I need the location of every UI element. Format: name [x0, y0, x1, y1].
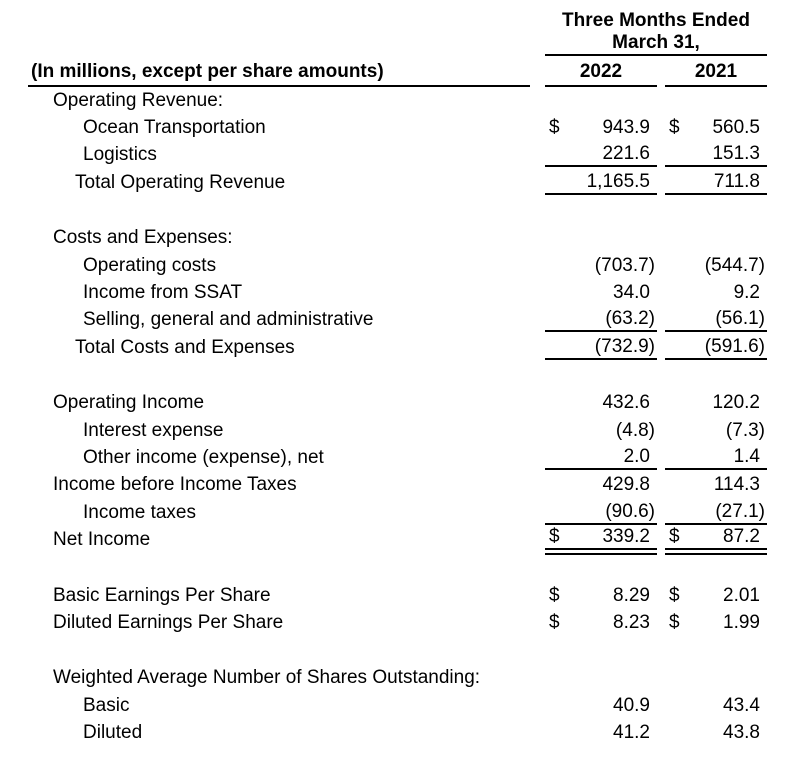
dollar-sign: $: [669, 117, 680, 139]
value-2021: [665, 282, 767, 304]
row-label: Net Income: [53, 529, 151, 551]
value-2022: [545, 474, 657, 496]
row-label: Selling, general and administrative: [83, 309, 374, 331]
dollar-sign: $: [669, 525, 680, 547]
amount: 711.8: [713, 170, 760, 192]
value-2021: [665, 695, 767, 717]
row-weighted-average-header: [28, 665, 810, 692]
amount: 2.0: [623, 445, 650, 467]
row-label: Interest expense: [83, 419, 224, 441]
row-net-income: [28, 526, 810, 553]
amount: 1,165.5: [586, 170, 650, 192]
amount: (732.9): [594, 335, 655, 357]
amount: 943.9: [602, 117, 650, 139]
row-label: Operating costs: [83, 254, 217, 276]
value-2022: [545, 585, 657, 607]
amount: (4.8): [615, 419, 655, 441]
column-header-2022: 2022: [545, 61, 657, 87]
value-2021: [665, 612, 767, 634]
row-label: Basic Earnings Per Share: [53, 584, 271, 606]
amount: 2.01: [723, 584, 760, 606]
amount: 34.0: [613, 282, 650, 304]
value-2021: [665, 585, 767, 607]
amount: (63.2): [605, 308, 655, 330]
row-logistics: [28, 142, 810, 169]
row-label: Total Costs and Expenses: [75, 336, 295, 358]
row-operating-revenue-header: [28, 87, 810, 114]
amount: 40.9: [613, 694, 650, 716]
value-2021: [665, 526, 767, 555]
value-2022: [545, 282, 657, 304]
dollar-sign: $: [549, 117, 560, 139]
row-diluted-shares: [28, 719, 810, 746]
period-header-line2: March 31,: [545, 32, 767, 56]
row-label: Total Operating Revenue: [75, 171, 286, 193]
value-2021: [665, 117, 767, 139]
value-2022: [545, 117, 657, 139]
value-2022: [545, 255, 657, 277]
row-basic-shares: [28, 692, 810, 719]
amount: 151.3: [712, 143, 760, 165]
row-label: Income taxes: [83, 501, 196, 523]
row-operating-costs: [28, 252, 810, 279]
amount: 120.2: [712, 392, 760, 414]
dollar-sign: $: [669, 611, 680, 633]
value-2021: [665, 171, 767, 195]
amount: 1.4: [733, 445, 760, 467]
amount: 8.29: [613, 584, 650, 606]
dollar-sign: $: [549, 584, 560, 606]
row-basic-eps: [28, 582, 810, 609]
column-header-row: [28, 56, 810, 87]
dollar-sign: $: [549, 525, 560, 547]
row-total-costs-and-expenses: [28, 334, 810, 361]
amount: (56.1): [715, 308, 765, 330]
value-2021: [665, 474, 767, 496]
amount: 114.3: [713, 474, 760, 496]
value-2022: [545, 171, 657, 195]
amount: 43.4: [723, 694, 760, 716]
amount: 1.99: [723, 611, 760, 633]
section-spacer: [28, 362, 810, 390]
column-header-2021: 2021: [665, 61, 767, 87]
amount: 339.2: [602, 525, 650, 547]
value-2021: [665, 446, 767, 470]
row-costs-and-expenses-header: [28, 225, 810, 252]
value-2022: [545, 336, 657, 360]
section-spacer: [28, 197, 810, 225]
value-2021: [665, 392, 767, 414]
amount: 560.5: [712, 117, 760, 139]
value-2021: [665, 501, 767, 525]
period-header-row-1: [28, 8, 810, 32]
value-2022: [545, 420, 657, 442]
row-operating-income: [28, 390, 810, 417]
amount: 41.2: [613, 722, 650, 744]
value-2021: [665, 143, 767, 167]
amount: (27.1): [715, 500, 765, 522]
amount: (7.3): [725, 419, 765, 441]
column-gap: [657, 61, 665, 87]
row-label: Costs and Expenses:: [53, 227, 233, 249]
amount: (90.6): [605, 500, 655, 522]
row-label: Operating Revenue:: [53, 89, 224, 111]
row-label: Other income (expense), net: [83, 446, 324, 468]
row-selling-general-admin: [28, 307, 810, 334]
amount: 8.23: [613, 611, 650, 633]
value-2021: [665, 722, 767, 744]
row-income-from-ssat: [28, 279, 810, 306]
amount: (544.7): [704, 254, 765, 276]
amount: (703.7): [594, 254, 655, 276]
dollar-sign: $: [549, 611, 560, 633]
value-2022: [545, 446, 657, 470]
value-2021: [665, 308, 767, 332]
amount: 221.6: [602, 143, 650, 165]
value-2021: [665, 336, 767, 360]
value-2022: [545, 612, 657, 634]
period-header-row-2: [28, 32, 810, 56]
row-label: Ocean Transportation: [83, 117, 266, 139]
value-2022: [545, 308, 657, 332]
value-2021: [665, 255, 767, 277]
value-2022: [545, 722, 657, 744]
section-spacer: [28, 637, 810, 665]
amount: 9.2: [733, 282, 760, 304]
row-label: Weighted Average Number of Shares Outstanding:: [53, 667, 481, 689]
row-total-operating-revenue: [28, 169, 810, 196]
amount: 87.2: [723, 525, 760, 547]
amount: 429.8: [602, 474, 650, 496]
row-label: Income from SSAT: [83, 282, 243, 304]
row-label: Logistics: [83, 144, 157, 166]
row-label: Diluted Earnings Per Share: [53, 611, 284, 633]
amount: 432.6: [602, 392, 650, 414]
row-label: Diluted: [83, 722, 143, 744]
units-note: (In millions, except per share amounts): [28, 61, 530, 87]
row-label: Income before Income Taxes: [53, 474, 297, 496]
value-2022: [545, 526, 657, 555]
amount: 43.8: [723, 722, 760, 744]
row-label: Operating Income: [53, 392, 205, 414]
row-label: Basic: [83, 694, 130, 716]
row-interest-expense: [28, 417, 810, 444]
row-income-before-income-taxes: [28, 472, 810, 499]
row-other-income-expense-net: [28, 444, 810, 471]
dollar-sign: $: [669, 584, 680, 606]
value-2022: [545, 143, 657, 167]
row-ocean-transportation: [28, 114, 810, 141]
section-spacer: [28, 554, 810, 582]
value-2022: [545, 501, 657, 525]
row-diluted-eps: [28, 609, 810, 636]
value-2022: [545, 392, 657, 414]
value-2021: [665, 420, 767, 442]
row-income-taxes: [28, 499, 810, 526]
period-header-line1: Three Months Ended: [562, 10, 750, 31]
amount: (591.6): [704, 335, 765, 357]
value-2022: [545, 695, 657, 717]
